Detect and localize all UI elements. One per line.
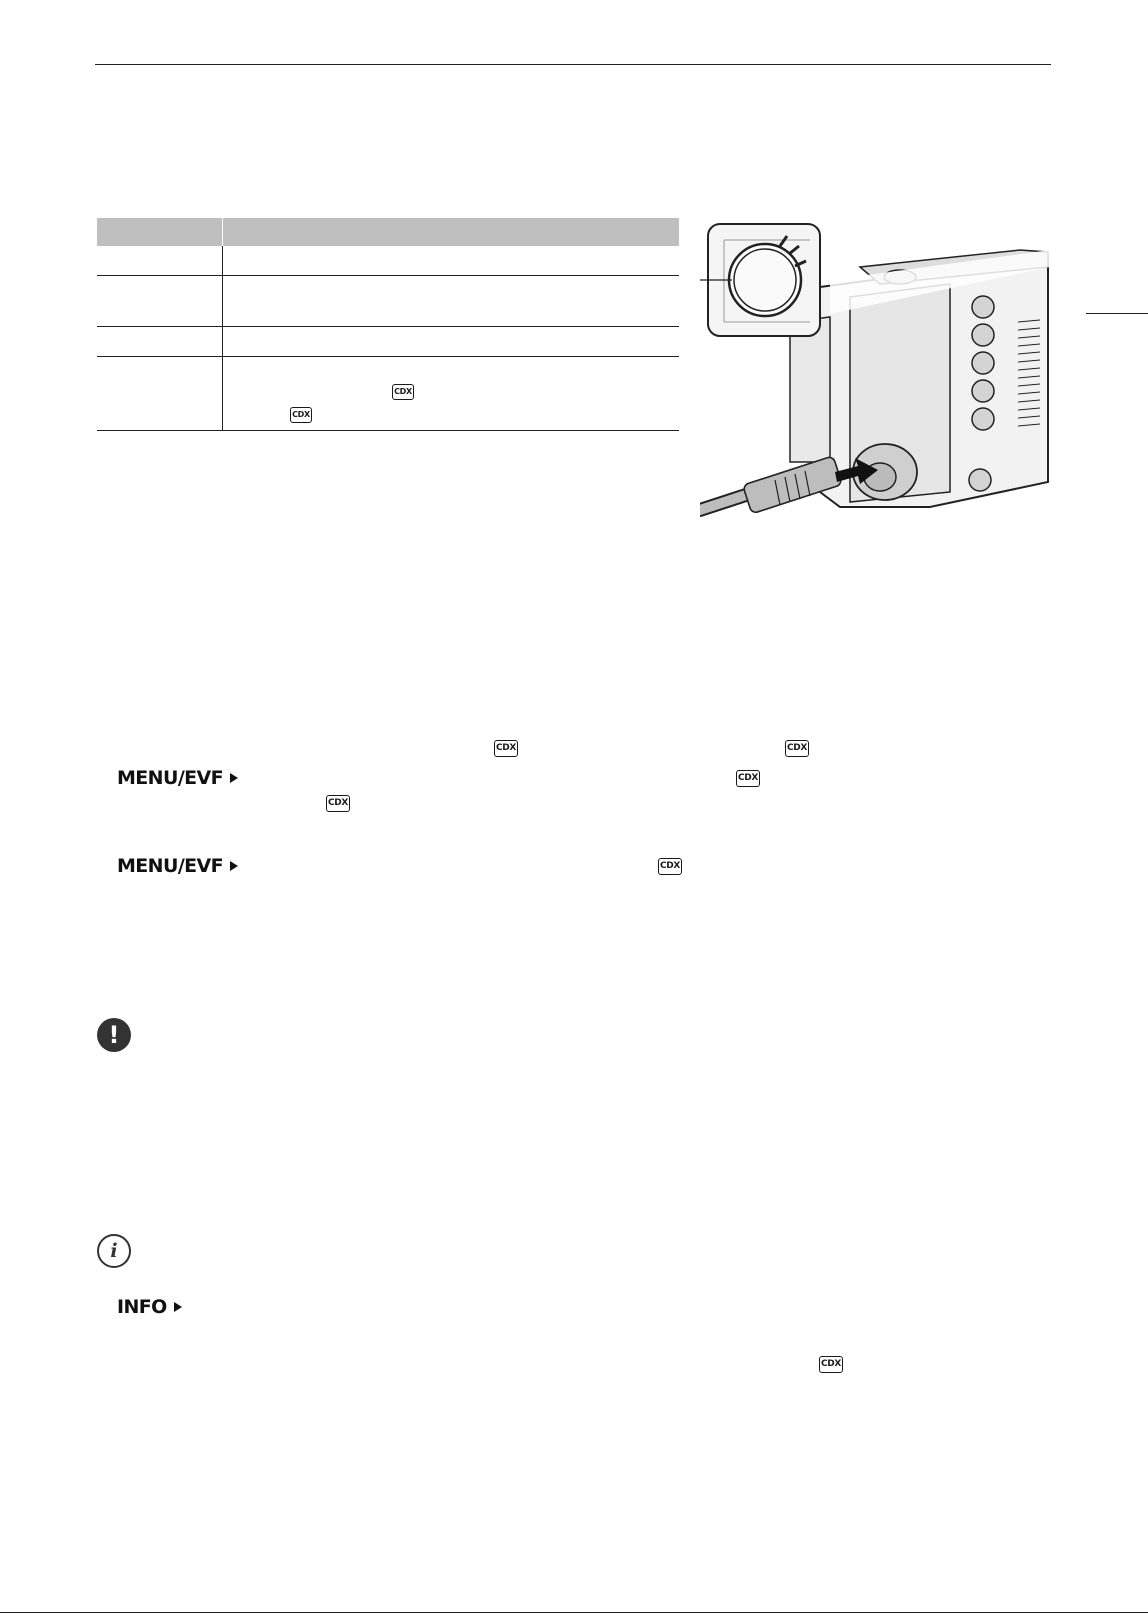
table-header bbox=[97, 218, 679, 246]
header-rule bbox=[95, 64, 1051, 65]
table-row bbox=[97, 357, 679, 431]
important-icon: ! bbox=[97, 1018, 131, 1052]
chapter-tab-marker bbox=[1086, 313, 1148, 314]
cdx-icon: CDX bbox=[819, 1356, 843, 1373]
camera-connector-illustration bbox=[700, 222, 1052, 528]
table-row bbox=[97, 276, 679, 327]
cdx-icon: CDX bbox=[290, 407, 312, 423]
table-row bbox=[97, 246, 679, 276]
footer-rule bbox=[0, 1612, 1148, 1613]
arrow-right-icon bbox=[230, 861, 238, 871]
info-table bbox=[97, 218, 679, 431]
menu-evf-label: MENU/EVF bbox=[117, 767, 224, 789]
table-row bbox=[97, 327, 679, 357]
info-note-icon: i bbox=[97, 1234, 131, 1268]
cdx-icon: CDX bbox=[392, 384, 414, 400]
cdx-icon: CDX bbox=[785, 740, 809, 757]
cdx-icon: CDX bbox=[736, 770, 760, 787]
arrow-right-icon bbox=[230, 773, 238, 783]
menu-path-2 bbox=[117, 855, 238, 877]
info-path bbox=[117, 1296, 182, 1318]
info-label: INFO bbox=[117, 1296, 167, 1318]
arrow-right-icon bbox=[174, 1302, 182, 1312]
menu-evf-label: MENU/EVF bbox=[117, 855, 224, 877]
cdx-icon: CDX bbox=[658, 858, 682, 875]
menu-path-1 bbox=[117, 767, 238, 789]
cdx-icon: CDX bbox=[326, 795, 350, 812]
cdx-icon: CDX bbox=[494, 740, 518, 757]
